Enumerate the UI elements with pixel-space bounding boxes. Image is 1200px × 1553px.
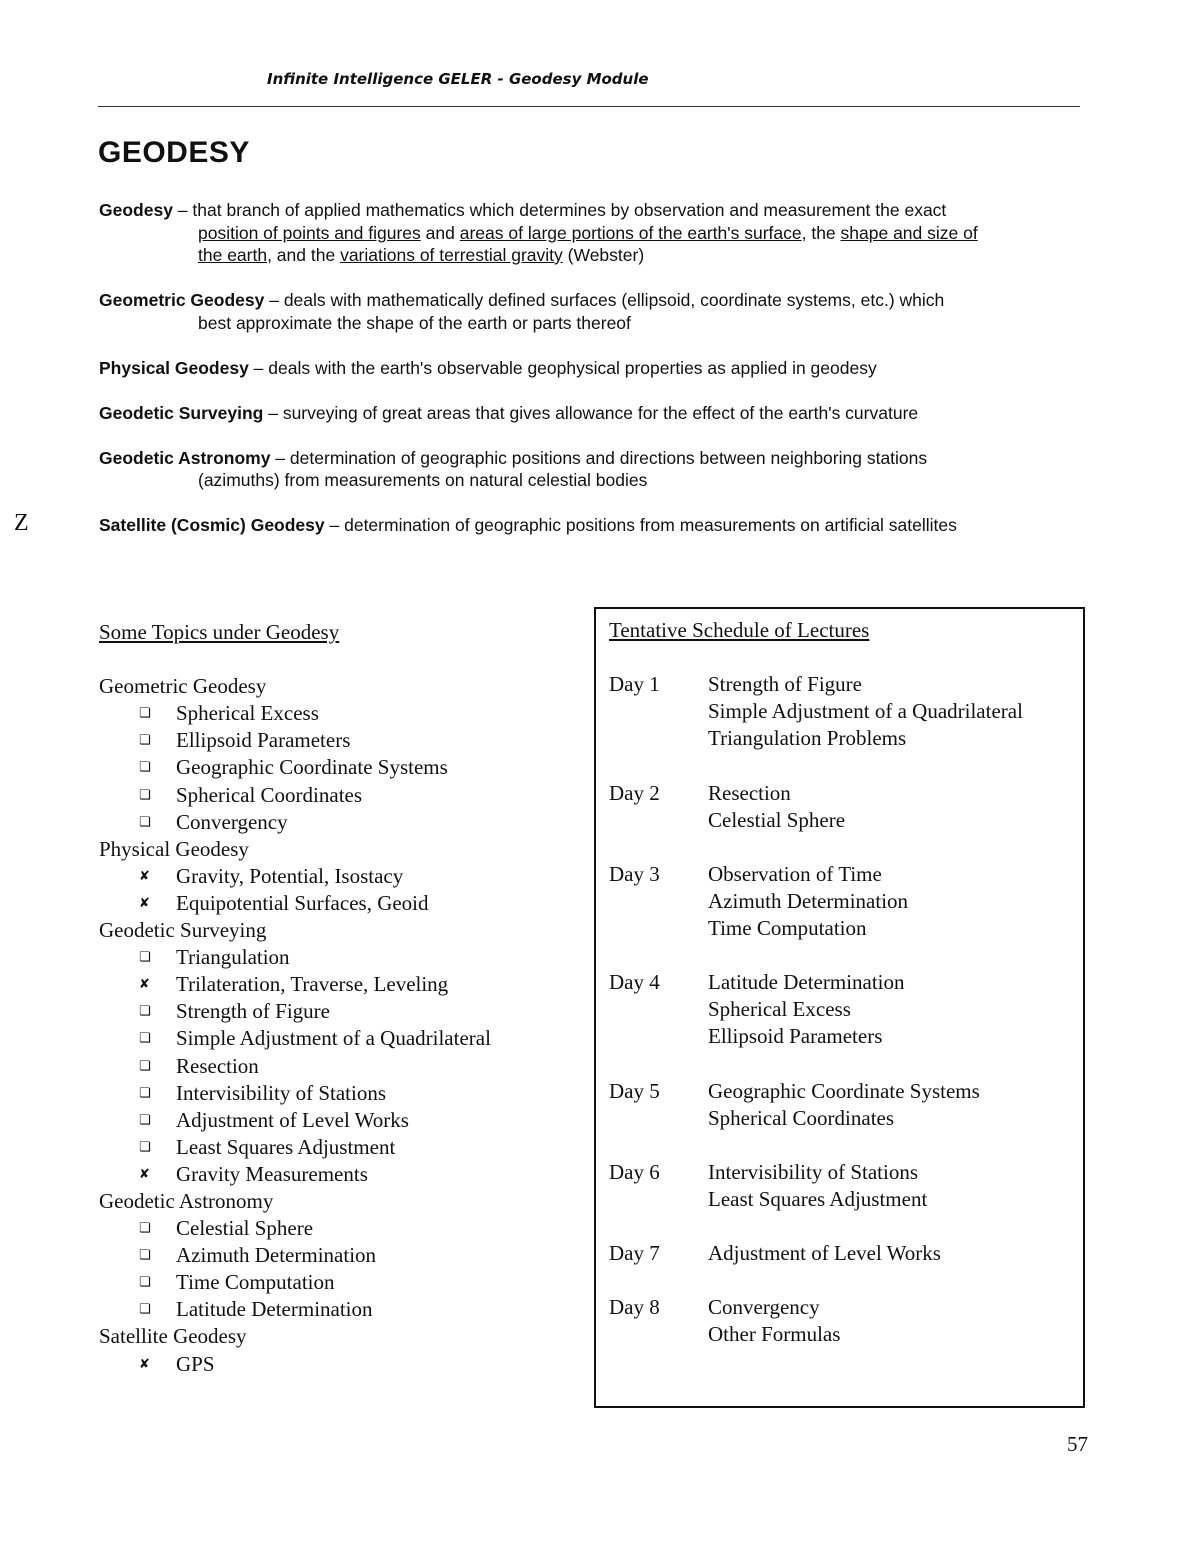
schedule-day (609, 1105, 708, 1132)
topics-heading: Some Topics under Geodesy (99, 620, 340, 644)
definition-text: , the (801, 222, 841, 243)
list-item-label: Spherical Coordinates (176, 782, 363, 807)
list-item-label: Trilateration, Traverse, Leveling (176, 972, 449, 997)
box-bullet-icon: ❏ (139, 760, 151, 776)
term: Geometric Geodesy (99, 290, 265, 310)
list-item (99, 1107, 491, 1134)
schedule-row (609, 1294, 1023, 1321)
term: Geodetic Astronomy (99, 447, 271, 468)
list-item (99, 754, 491, 781)
schedule-day (609, 1186, 708, 1213)
schedule-day: Day 3 (609, 861, 660, 886)
spacer (609, 752, 1023, 779)
schedule-day (609, 698, 708, 725)
schedule-row (609, 780, 1023, 807)
topic-group-heading: Geometric Geodesy (99, 674, 267, 699)
definition-text: – determination of geographic positions from measurements on artificial satellites (324, 515, 957, 535)
box-bullet-icon: ❏ (139, 1139, 151, 1155)
schedule-row (609, 1240, 1023, 1267)
schedule-topic: Triangulation Problems (708, 726, 907, 751)
schedule-list (609, 617, 1023, 1349)
list-item (99, 1351, 491, 1378)
list-item-label: Gravity, Potential, Isostacy (176, 863, 404, 888)
cross-bullet-icon: ✘ (139, 1356, 150, 1372)
definition-text: and (420, 222, 460, 243)
spacer (609, 644, 1023, 671)
list-item-label: Equipotential Surfaces, Geoid (176, 890, 429, 915)
schedule-row (609, 888, 1023, 915)
list-item (99, 1215, 491, 1242)
topic-group-heading: Geodetic Surveying (99, 918, 267, 943)
list-item-label: Least Squares Adjustment (176, 1134, 396, 1159)
definition-text: – deals with mathematically defined surfaces (ellipsoid, coordinate systems, etc.) which (264, 290, 945, 310)
schedule-row (609, 1186, 1023, 1213)
list-item (99, 1025, 491, 1052)
definitions (99, 199, 1089, 559)
schedule-topic: Resection (708, 780, 791, 805)
list-item (99, 971, 491, 998)
schedule-day (609, 1023, 708, 1050)
list-item (99, 727, 491, 754)
list-item (99, 1161, 491, 1188)
list-item-label: Simple Adjustment of a Quadrilateral (176, 1026, 491, 1051)
schedule-day: Day 4 (609, 970, 660, 995)
schedule-row (609, 807, 1023, 834)
definition-text: – determination of geographic positions and directions between neighboring stations (270, 447, 928, 468)
underlined-phrase: variations of terrestial gravity (340, 245, 563, 265)
schedule-topic: Ellipsoid Parameters (708, 1024, 883, 1049)
list-item (99, 1134, 491, 1161)
list-item (99, 1080, 491, 1107)
schedule-day: Day 2 (609, 780, 660, 805)
box-bullet-icon: ❏ (139, 1112, 151, 1128)
list-item-label: Convergency (176, 809, 288, 834)
list-item-label: Geographic Coordinate Systems (176, 755, 448, 780)
schedule-row (609, 1321, 1023, 1348)
box-bullet-icon: ❏ (139, 706, 151, 722)
box-bullet-icon: ❏ (139, 1085, 151, 1101)
box-bullet-icon: ❏ (139, 1248, 151, 1264)
box-bullet-icon: ❏ (139, 787, 151, 803)
definition-text: that branch of applied mathematics which determines by observation and measurement the exact (192, 200, 947, 220)
schedule-topic: Strength of Figure (708, 672, 862, 697)
list-item-label: Azimuth Determination (176, 1243, 377, 1268)
schedule-topic: Simple Adjustment of a Quadrilateral (708, 699, 1023, 724)
box-bullet-icon: ❏ (139, 1058, 151, 1074)
definition-text: (Webster) (562, 245, 645, 265)
schedule-row (609, 1105, 1023, 1132)
schedule-heading: Tentative Schedule of Lectures (609, 618, 870, 642)
cross-bullet-icon: ✘ (139, 1166, 150, 1182)
definition-text: – surveying of great areas that gives allowance for the effect of the earth's curvature (263, 402, 919, 423)
list-item-label: Strength of Figure (176, 999, 330, 1024)
schedule-row (609, 725, 1023, 752)
schedule-topic: Least Squares Adjustment (708, 1186, 928, 1211)
schedule-row (609, 1023, 1023, 1050)
box-bullet-icon: ❏ (139, 814, 151, 830)
schedule-topic: Convergency (708, 1295, 820, 1320)
box-bullet-icon: ❏ (139, 1275, 151, 1291)
schedule-day (609, 996, 708, 1023)
list-item (99, 890, 491, 917)
list-item (99, 1296, 491, 1323)
schedule-day (609, 915, 708, 942)
list-item-label: Adjustment of Level Works (176, 1107, 409, 1132)
header-rule (98, 106, 1080, 107)
schedule-topic: Other Formulas (708, 1322, 841, 1347)
schedule-row (609, 1078, 1023, 1105)
list-item (99, 1242, 491, 1269)
schedule-topic: Intervisibility of Stations (708, 1159, 918, 1184)
page-title: GEODESY (98, 136, 250, 169)
underlined-phrase: the earth (198, 245, 268, 265)
underlined-phrase: position of points and figures (198, 222, 421, 243)
box-bullet-icon: ❏ (139, 950, 151, 966)
list-item (99, 944, 491, 971)
list-item-label: Time Computation (176, 1270, 335, 1295)
schedule-day: Day 7 (609, 1241, 660, 1266)
list-item (99, 998, 491, 1025)
schedule-day (609, 807, 708, 834)
spacer (99, 646, 491, 673)
spacer (609, 1213, 1023, 1240)
definition-geodetic-surveying (99, 402, 1089, 425)
topic-group-heading: Physical Geodesy (99, 836, 249, 861)
definition-physical-geodesy (99, 357, 1089, 380)
box-bullet-icon: ❏ (139, 1004, 151, 1020)
schedule-row (609, 698, 1023, 725)
margin-mark: Z (14, 510, 29, 536)
list-item (99, 809, 491, 836)
definition-text: (azimuths) from measurements on natural celestial bodies (198, 470, 648, 490)
running-header: Infinite Intelligence GELER - Geodesy Module (267, 70, 649, 88)
spacer (609, 942, 1023, 969)
definition-text: – deals with the earth's observable geophysical properties as applied in geodesy (248, 357, 877, 378)
list-item-label: Gravity Measurements (176, 1161, 368, 1186)
spacer (609, 834, 1023, 861)
schedule-row (609, 969, 1023, 996)
spacer (609, 1132, 1023, 1159)
list-item (99, 863, 491, 890)
spacer (609, 1051, 1023, 1078)
list-item-label: Latitude Determination (176, 1297, 373, 1322)
list-item-label: Intervisibility of Stations (176, 1080, 386, 1105)
schedule-topic: Spherical Excess (708, 997, 851, 1022)
list-item (99, 700, 491, 727)
term: Satellite (Cosmic) Geodesy (99, 515, 325, 535)
schedule-topic: Azimuth Determination (708, 888, 909, 913)
schedule-topic: Observation of Time (708, 861, 882, 886)
list-item-label: Celestial Sphere (176, 1216, 314, 1241)
schedule-row (609, 1159, 1023, 1186)
term: Geodetic Surveying (99, 402, 264, 423)
list-item-label: Spherical Excess (176, 701, 319, 726)
topic-group-heading: Satellite Geodesy (99, 1324, 247, 1349)
spacer (609, 1267, 1023, 1294)
definition-text: , and the (267, 245, 341, 265)
schedule-day (609, 888, 708, 915)
list-item (99, 782, 491, 809)
definition-satellite-geodesy (99, 514, 1089, 537)
schedule-day: Day 8 (609, 1295, 660, 1320)
list-item-label: GPS (176, 1351, 215, 1376)
schedule-row (609, 915, 1023, 942)
cross-bullet-icon: ✘ (139, 895, 150, 911)
box-bullet-icon: ❏ (139, 1221, 151, 1237)
underlined-phrase: areas of large portions of the earth's surface (459, 222, 802, 243)
list-item (99, 1269, 491, 1296)
definition-geodetic-astronomy (99, 447, 1089, 492)
term: Geodesy (99, 200, 173, 220)
schedule-day: Day 6 (609, 1159, 660, 1184)
underlined-phrase: shape and size of (840, 222, 978, 243)
schedule-row (609, 671, 1023, 698)
box-bullet-icon: ❏ (139, 733, 151, 749)
term: Physical Geodesy (99, 357, 249, 378)
schedule-topic: Geographic Coordinate Systems (708, 1078, 980, 1103)
list-item-label: Resection (176, 1053, 259, 1078)
schedule-topic: Adjustment of Level Works (708, 1241, 941, 1266)
box-bullet-icon: ❏ (139, 1031, 151, 1047)
topic-group-heading: Geodetic Astronomy (99, 1188, 274, 1213)
schedule-day: Day 1 (609, 672, 660, 697)
list-item-label: Triangulation (176, 945, 290, 970)
schedule-day: Day 5 (609, 1078, 660, 1103)
schedule-topic: Latitude Determination (708, 970, 905, 995)
topics-list (99, 619, 491, 1378)
schedule-row (609, 861, 1023, 888)
cross-bullet-icon: ✘ (139, 868, 150, 884)
cross-bullet-icon: ✘ (139, 977, 150, 993)
schedule-topic: Time Computation (708, 916, 867, 941)
definition-text: best approximate the shape of the earth or parts thereof (198, 312, 631, 333)
list-item-label: Ellipsoid Parameters (176, 728, 351, 753)
schedule-topic: Celestial Sphere (708, 807, 846, 832)
dash: – (172, 200, 193, 220)
schedule-day (609, 1321, 708, 1348)
definition-geodesy (99, 199, 1089, 267)
page-number: 57 (1067, 1432, 1088, 1456)
definition-geometric-geodesy (99, 289, 1089, 334)
schedule-topic: Spherical Coordinates (708, 1105, 895, 1130)
schedule-row (609, 996, 1023, 1023)
schedule-day (609, 725, 708, 752)
box-bullet-icon: ❏ (139, 1302, 151, 1318)
list-item (99, 1053, 491, 1080)
